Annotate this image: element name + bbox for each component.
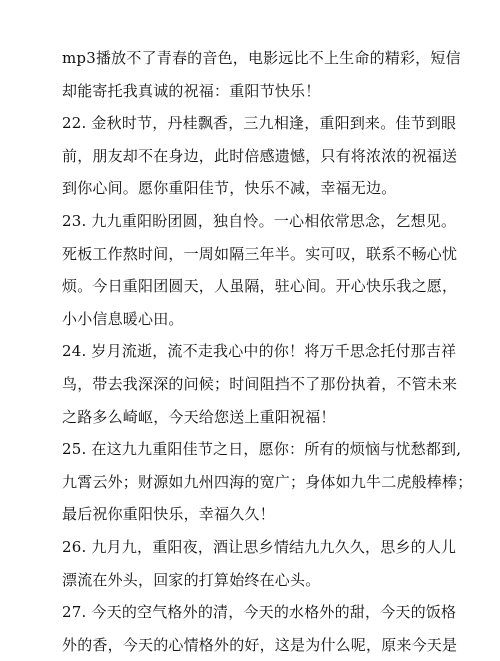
text-line: 鸟，带去我深深的问候；时间阻挡不了那份执着，不管未来 [62, 374, 458, 393]
text-line: 27. 今天的空气格外的清，今天的水格外的甜，今天的饭格 [62, 603, 457, 622]
text-line: 却能寄托我真诚的祝福：重阳节快乐！ [62, 81, 321, 100]
text-line: 之路多么崎岖，今天给您送上重阳祝福！ [62, 407, 336, 426]
text-line: 外的香，今天的心情格外的好，这是为什么呢，原来今天是 [62, 635, 458, 654]
text-line: 前，朋友却不在身边，此时倍感遗憾，只有将浓浓的祝福送 [62, 146, 458, 165]
text-line: 23. 九九重阳盼团圆，独自怜。一心相依常思念，乞想见。 [62, 211, 457, 230]
text-line: 24. 岁月流逝，流不走我心中的你！将万千思念托付那吉祥 [62, 342, 457, 361]
text-line: 小小信息暖心田。 [62, 309, 184, 328]
text-line: 漂流在外头，回家的打算始终在心头。 [62, 570, 321, 589]
text-line: 九霄云外；财源如九州四海的宽广；身体如九牛二虎般棒棒； [62, 472, 473, 491]
text-line: 死板工作熬时间，一周如隔三年半。实可叹，联系不畅心忧 [62, 244, 458, 263]
text-line: 22. 金秋时节，丹桂飘香，三九相逢，重阳到来。佳节到眼 [62, 114, 457, 133]
document-body [62, 42, 473, 661]
text-line: 25. 在这九九重阳佳节之日，愿你：所有的烦恼与忧愁都到, [62, 440, 462, 459]
text-line: 最后祝你重阳快乐，幸福久久！ [62, 505, 275, 524]
text-line: mp3播放不了青春的音色，电影远比不上生命的精彩，短信 [62, 49, 461, 67]
text-line: 到你心间。愿你重阳佳节，快乐不减，幸福无边。 [62, 179, 397, 198]
text-line: 烦。今日重阳团圆天，人虽隔，驻心间。开心快乐我之愿， [62, 277, 458, 296]
text-line: 26. 九月九，重阳夜，酒让思乡情结九九久久，思乡的人儿 [62, 537, 457, 556]
